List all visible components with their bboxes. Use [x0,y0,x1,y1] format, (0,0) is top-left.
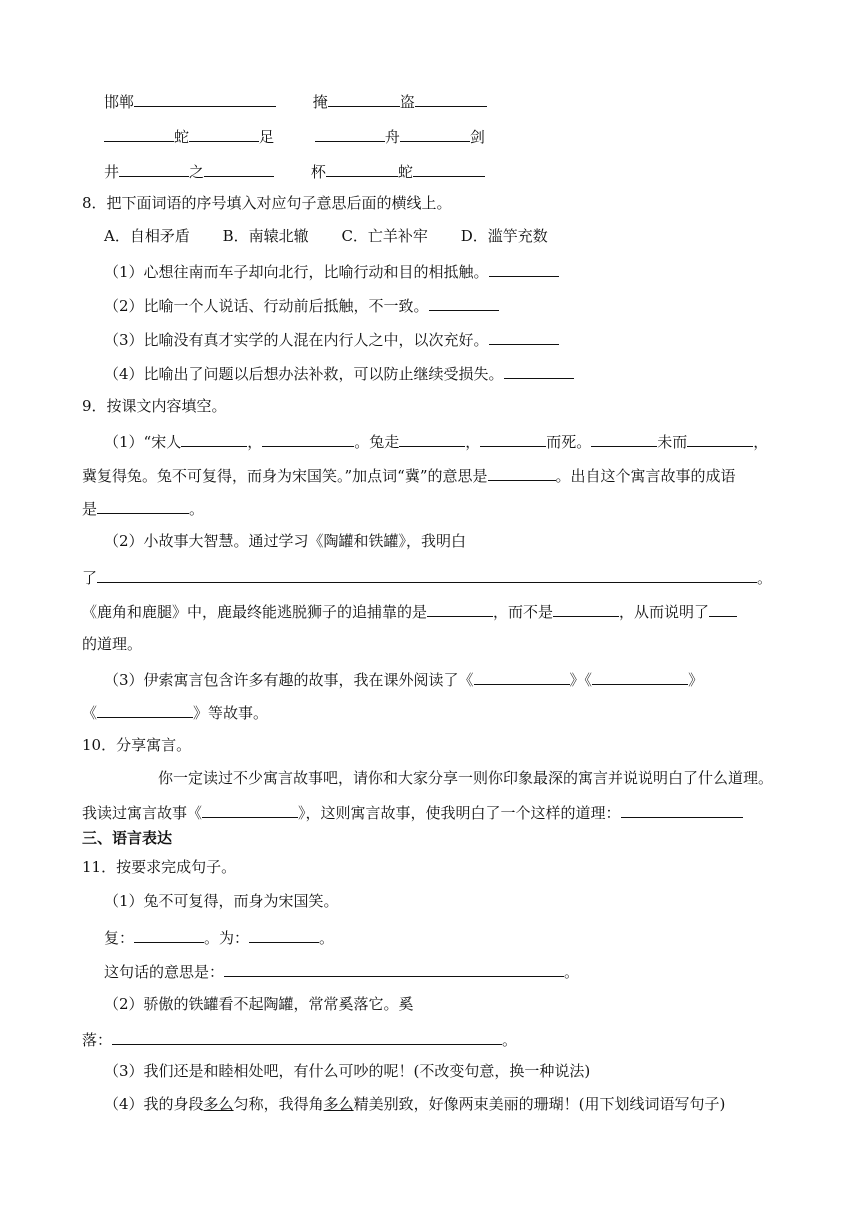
section-heading: 三、语言表达 [82,829,173,847]
text: 》，这则寓言故事，使我明白了一个这样的道理： [298,804,621,822]
text: 。为： [204,929,250,947]
option-a: A．自相矛盾 [104,227,190,245]
idiom-char: 邯郸 [104,93,135,111]
answer-blank[interactable] [553,600,619,617]
text: 《 [82,704,98,722]
answer-blank[interactable] [202,801,298,818]
answer-blank[interactable] [189,125,259,142]
text: 精美别致，好像两束美丽的珊瑚！(用下划线词语写句子) [353,1095,726,1113]
answer-blank[interactable] [709,600,737,617]
answer-blank[interactable] [591,430,657,447]
q11-sentence-1: （1）兔不可复得，而身为宋国笑。 [104,892,339,910]
text: 。出自这个寓言故事的成语 [555,467,736,485]
q9-part2-line1: （2）小故事大智慧。通过学习《陶罐和铁罐》，我明白 [104,532,467,550]
q11-sentence-3: （3）我们还是和睦相处吧，有什么可吵的呢！(不改变句意，换一种说法) [104,1062,591,1080]
text: 是 [82,500,98,518]
q8-sentence-1 [104,260,559,282]
answer-blank[interactable] [429,294,499,311]
options-row [104,226,548,246]
text: （1）“宋人 [104,433,182,451]
answer-blank[interactable] [134,90,276,107]
q9-part1-line3 [82,497,204,519]
idiom-char: 掩 [312,93,328,111]
idiom-char: 杯 [310,163,326,181]
q10-paragraph: 你一定读过不少寓言故事吧，请你和大家分享一则你印象最深的寓言并说说明白了什么道理。 [158,769,774,787]
text: 落： [82,1031,113,1049]
q11-sentence-2-answer [82,1028,517,1050]
text: 《鹿角和鹿腿》中，鹿最终能逃脱狮子的追捕靠的是 [82,603,428,621]
text: 我读过寓言故事《 [82,804,203,822]
answer-blank[interactable] [249,926,319,943]
q9-part2-line4: 的道理。 [82,635,143,653]
sentence-text: （3）比喻没有真才实学的人混在内行人之中，以次充好。 [104,331,489,349]
idiom-char: 盗 [399,93,415,111]
question-8-title: 8．把下面词语的序号填入对应句子意思后面的横线上。 [82,194,452,212]
answer-blank[interactable] [134,926,204,943]
text: 冀复得兔。兔不可复得，而身为宋国笑。”加点词“冀”的意思是 [82,467,488,485]
idiom-row-2 [104,125,485,147]
answer-blank[interactable] [326,160,398,177]
question-10-title: 10．分享寓言。 [82,736,192,754]
idiom-row-1 [104,90,487,112]
idiom-char: 舟 [384,128,400,146]
q9-part3-line2 [82,701,268,723]
idiom-char: 之 [189,163,205,181]
text: 》《 [569,671,593,689]
answer-blank[interactable] [621,801,743,818]
text: 。 [502,1031,518,1049]
answer-blank[interactable] [204,160,274,177]
text: ，从而说明了 [619,603,710,621]
q9-part2-line3 [82,600,737,622]
q9-part2-line2 [82,566,772,588]
text: ， [247,433,263,451]
answer-blank[interactable] [181,430,247,447]
question-11-title: 11．按要求完成句子。 [82,858,237,876]
answer-blank[interactable] [415,90,487,107]
answer-blank[interactable] [489,260,559,277]
idiom-row-3 [104,160,485,182]
text: 了 [82,569,98,587]
question-9-title: 9．按课文内容填空。 [82,397,227,415]
text: 。 [189,500,205,518]
sentence-text: （2）比喻一个人说话、行动前后抵触，不一致。 [104,297,429,315]
answer-blank[interactable] [104,125,174,142]
option-c: C．亡羊补牢 [341,227,428,245]
answer-blank[interactable] [489,328,559,345]
answer-blank[interactable] [592,668,688,685]
answer-blank[interactable] [480,430,546,447]
text: 。兔走 [354,433,400,451]
text: 》 [688,671,704,689]
answer-blank[interactable] [97,701,193,718]
answer-blank[interactable] [262,430,354,447]
sentence-text: （4）比喻出了问题以后想办法补救，可以防止继续受损失。 [104,365,504,383]
answer-blank[interactable] [504,362,574,379]
text: （4）我的身段 [104,1095,204,1113]
q11-sentence-4 [104,1094,725,1114]
answer-blank[interactable] [97,497,189,514]
text: 。 [757,569,773,587]
q8-sentence-2 [104,294,499,316]
idiom-char: 蛇 [174,128,190,146]
text: 复： [104,929,135,947]
q9-part1-line1 [104,430,768,452]
answer-blank[interactable] [400,125,470,142]
text: 。 [319,929,335,947]
answer-blank[interactable] [399,430,465,447]
option-d: D．滥竽充数 [460,227,548,245]
answer-blank[interactable] [112,1028,502,1045]
q9-part3-line1 [104,668,703,690]
underlined-word: 多么 [323,1095,354,1113]
text: 这句话的意思是： [104,963,225,981]
answer-blank[interactable] [413,160,485,177]
answer-blank[interactable] [687,430,753,447]
underlined-word: 多么 [203,1095,234,1113]
q11-sentence-2: （2）骄傲的铁罐看不起陶罐，常常奚落它。奚 [104,995,414,1013]
text: ， [465,433,481,451]
answer-blank[interactable] [315,125,385,142]
answer-blank[interactable] [119,160,189,177]
q11-sentence-meaning [104,960,579,982]
q8-sentence-4 [104,362,574,384]
answer-blank[interactable] [97,566,757,583]
q10-answer-line [82,801,743,823]
idiom-char: 蛇 [397,163,413,181]
idiom-char: 足 [259,128,275,146]
answer-blank[interactable] [328,90,400,107]
idiom-char: 井 [104,163,120,181]
text: 。 [564,963,580,981]
text: 未而 [657,433,688,451]
q11-word-meaning [104,926,334,948]
q9-part1-line2 [82,464,736,486]
text: 而死。 [546,433,592,451]
sentence-text: （1）心想往南而车子却向北行，比喻行动和目的相抵触。 [104,263,489,281]
text: ， [753,433,769,451]
idiom-char: 剑 [469,128,485,146]
text: 》等故事。 [193,704,269,722]
answer-blank[interactable] [488,464,556,481]
text: ，而不是 [493,603,554,621]
option-b: B．南辕北辙 [222,227,309,245]
answer-blank[interactable] [427,600,493,617]
text: （3）伊索寓言包含许多有趣的故事，我在课外阅读了《 [104,671,474,689]
answer-blank[interactable] [224,960,564,977]
q8-sentence-3 [104,328,559,350]
text: 匀称，我得角 [233,1095,324,1113]
answer-blank[interactable] [474,668,570,685]
